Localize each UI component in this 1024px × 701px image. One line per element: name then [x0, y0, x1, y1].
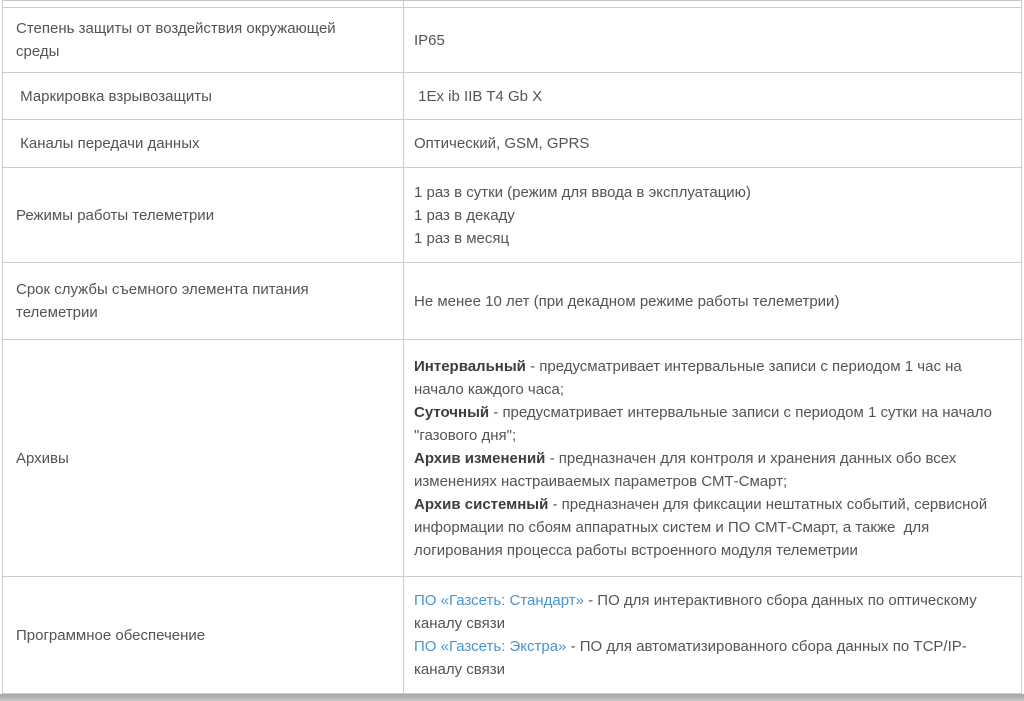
gazset-standart-link[interactable]: ПО «Газсеть: Стандарт» [414, 592, 584, 609]
value-line [414, 181, 999, 204]
param-cell [3, 120, 404, 167]
table-row-protection-degree [3, 8, 1021, 73]
param-cell [3, 263, 404, 339]
param-text: Программное обеспечение [16, 626, 206, 644]
table-row-battery-life [3, 263, 1021, 340]
table-row-archives [3, 340, 1021, 577]
archive-description: - предусматривает интервальные записи с периодом 1 час на начало каждого часа; [414, 357, 966, 398]
param-cell [3, 577, 404, 693]
software-description: - ПО для автоматизированного сбора данных по TCP/IP-каналу связи [414, 638, 967, 678]
specs-table [2, 0, 1022, 694]
archive-term: Архив системный [414, 495, 549, 513]
value-cell [404, 8, 1021, 72]
param-text: Каналы передачи данных [16, 135, 200, 152]
value-line [414, 204, 999, 227]
software-description: - ПО для интерактивного сбора данных по оптическому каналу связи [414, 592, 981, 632]
param-text: Срок службы съемного элемента питания телеметрии [16, 281, 313, 321]
archive-term: Суточный [414, 403, 490, 421]
archive-item [414, 355, 999, 401]
value-cell [404, 577, 1021, 693]
value-cell [404, 73, 1021, 119]
archive-item [414, 493, 999, 562]
value-cell [404, 168, 1021, 262]
param-cell [3, 73, 404, 119]
archive-description: - предусматривает интервальные записи с периодом 1 сутки на начало "газового дня"; [414, 403, 997, 444]
table-row-software [3, 577, 1021, 694]
table-cut-top-row [3, 0, 1021, 8]
value-text: Оптический, GSM, GPRS [414, 135, 590, 152]
table-cut-bottom-band [0, 694, 1024, 701]
software-item [414, 635, 999, 681]
value-text: Не менее 10 лет (при декадном режиме работы телеметрии) [414, 292, 840, 310]
param-text: Степень защиты от воздействия окружающей среды [16, 20, 340, 60]
value-text: 1 раз в месяц [414, 229, 510, 247]
archive-item [414, 447, 999, 493]
param-text: Архивы [16, 449, 69, 467]
archive-description: - предназначен для контроля и хранения данных обо всех изменениях настраиваемых параметров СМТ-Смарт; [414, 449, 961, 490]
table-row-data-channels [3, 120, 1021, 168]
param-cell [3, 168, 404, 262]
archive-item [414, 401, 999, 447]
gazset-ekstra-link[interactable]: ПО «Газсеть: Экстра» [414, 638, 567, 655]
value-text: IP65 [414, 31, 445, 49]
table-row-ex-marking [3, 73, 1021, 120]
param-text: Маркировка взрывозащиты [16, 87, 212, 105]
value-cell [404, 120, 1021, 167]
value-cell [404, 340, 1021, 576]
value-text: 1 раз в сутки (режим для ввода в эксплуатацию) [414, 183, 751, 201]
value-text: 1 раз в декаду [414, 206, 515, 224]
value-line [414, 227, 999, 250]
archive-term: Архив изменений [414, 449, 546, 467]
param-text: Режимы работы телеметрии [16, 206, 215, 224]
param-cell [3, 8, 404, 72]
value-text: 1Ex ib IIB T4 Gb X [414, 87, 543, 105]
archive-term: Интервальный [414, 357, 526, 375]
archive-description: - предназначен для фиксации нештатных событий, сервисной информации по сбоям аппаратных систем и ПО СМТ-Смарт, а также для логирования процесса работы встроенного модуля телеметрии [414, 495, 992, 559]
value-cell [404, 263, 1021, 339]
software-item [414, 589, 999, 635]
param-cell [3, 340, 404, 576]
table-row-telemetry-modes [3, 168, 1021, 263]
